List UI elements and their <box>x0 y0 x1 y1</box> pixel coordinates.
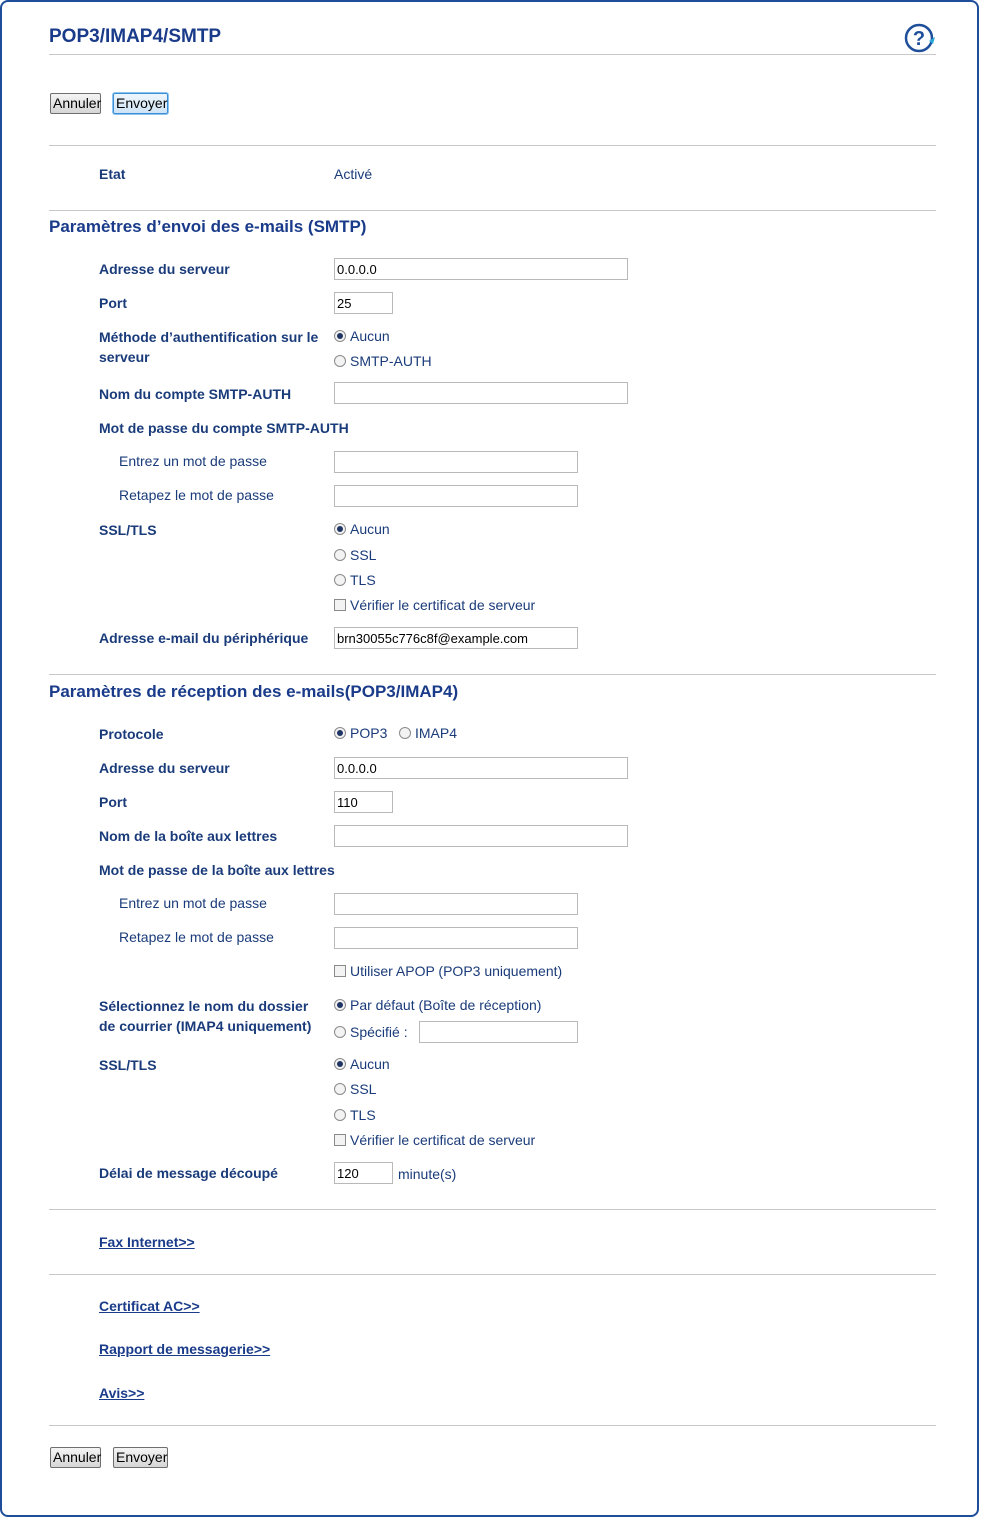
svg-text:?: ? <box>912 28 926 50</box>
device-email-input[interactable]: brn30055c776c8f@example.com <box>334 627 578 649</box>
radio-icon[interactable] <box>399 727 411 739</box>
protocol-pop3-option[interactable]: POP3 <box>334 725 387 741</box>
radio-icon[interactable] <box>334 549 346 561</box>
smtp-ssl-ssl-option[interactable]: SSL <box>334 547 376 563</box>
split-timeout-label: Délai de message découpé <box>99 1165 278 1181</box>
pop3-ssl-label: SSL/TLS <box>99 1057 157 1073</box>
folder-specified-input[interactable] <box>419 1021 578 1043</box>
smtp-ssl-none-option[interactable]: Aucun <box>334 521 390 537</box>
divider <box>49 1425 936 1426</box>
pop3-ssl-none-option[interactable]: Aucun <box>334 1056 390 1072</box>
divider <box>49 210 936 211</box>
radio-selected-icon[interactable] <box>334 727 346 739</box>
pop3-retype-password-label: Retapez le mot de passe <box>119 929 274 945</box>
pop3-retype-password-input[interactable] <box>334 927 578 949</box>
pop3-ssl-ssl-option[interactable]: SSL <box>334 1081 376 1097</box>
radio-icon[interactable] <box>334 1026 346 1038</box>
smtp-ssl-label: SSL/TLS <box>99 522 157 538</box>
radio-icon[interactable] <box>334 1083 346 1095</box>
folder-name-label: Sélectionnez le nom du dossier de courrier (IMAP4 uniquement) <box>99 998 312 1034</box>
smtp-auth-method-label: Méthode d’authentification sur le serveur <box>99 329 319 365</box>
title-divider <box>49 54 936 55</box>
smtp-port-input[interactable]: 25 <box>334 292 393 314</box>
smtp-port-label: Port <box>99 295 127 311</box>
split-timeout-unit: minute(s) <box>398 1166 457 1182</box>
split-timeout-input[interactable]: 120 <box>334 1162 393 1184</box>
smtp-ssl-tls-option[interactable]: TLS <box>334 572 376 588</box>
divider <box>49 1209 936 1210</box>
pop3-server-address-input[interactable]: 0.0.0.0 <box>334 757 628 779</box>
cancel-button-top[interactable]: Annuler <box>50 93 101 114</box>
radio-icon[interactable] <box>334 1109 346 1121</box>
radio-selected-icon[interactable] <box>334 1058 346 1070</box>
folder-specified-option[interactable]: Spécifié : <box>334 1024 408 1040</box>
cancel-button-bottom[interactable]: Annuler <box>50 1447 101 1468</box>
divider <box>49 145 936 146</box>
page-title: POP3/IMAP4/SMTP <box>49 26 222 47</box>
ca-certificate-link[interactable]: Certificat AC>> <box>99 1298 200 1314</box>
smtp-auth-none-option[interactable]: Aucun <box>334 328 390 344</box>
pop3-enter-password-input[interactable] <box>334 893 578 915</box>
radio-selected-icon[interactable] <box>334 523 346 535</box>
protocol-imap4-option[interactable]: IMAP4 <box>399 725 457 741</box>
smtp-account-name-input[interactable] <box>334 382 628 404</box>
radio-icon[interactable] <box>334 355 346 367</box>
pop3-ssl-tls-option[interactable]: TLS <box>334 1107 376 1123</box>
pop3-verify-cert-checkbox[interactable]: Vérifier le certificat de serveur <box>334 1132 535 1148</box>
divider <box>49 1274 936 1275</box>
internet-fax-link[interactable]: Fax Internet>> <box>99 1234 195 1250</box>
pop3-port-label: Port <box>99 794 127 810</box>
notification-link[interactable]: Avis>> <box>99 1385 145 1401</box>
radio-icon[interactable] <box>334 574 346 586</box>
smtp-password-group-label: Mot de passe du compte SMTP-AUTH <box>99 420 349 436</box>
submit-button-bottom[interactable]: Envoyer <box>113 1447 168 1468</box>
pop3-port-input[interactable]: 110 <box>334 791 393 813</box>
smtp-enter-password-input[interactable] <box>334 451 578 473</box>
smtp-enter-password-label: Entrez un mot de passe <box>119 453 267 469</box>
smtp-server-address-input[interactable]: 0.0.0.0 <box>334 258 628 280</box>
status-value: Activé <box>334 166 373 182</box>
smtp-account-name-label: Nom du compte SMTP-AUTH <box>99 386 292 402</box>
smtp-verify-cert-checkbox[interactable]: Vérifier le certificat de serveur <box>334 597 535 613</box>
smtp-retype-password-label: Retapez le mot de passe <box>119 487 274 503</box>
pop3-server-address-label: Adresse du serveur <box>99 760 230 776</box>
checkbox-icon[interactable] <box>334 1134 346 1146</box>
smtp-retype-password-input[interactable] <box>334 485 578 507</box>
checkbox-icon[interactable] <box>334 599 346 611</box>
mail-report-link[interactable]: Rapport de messagerie>> <box>99 1341 271 1357</box>
smtp-section-heading: Paramètres d’envoi des e-mails (SMTP) <box>49 217 367 236</box>
divider <box>49 674 936 675</box>
mailbox-name-label: Nom de la boîte aux lettres <box>99 828 278 844</box>
mailbox-name-input[interactable] <box>334 825 628 847</box>
mailbox-password-group-label: Mot de passe de la boîte aux lettres <box>99 862 335 878</box>
help-icon[interactable] <box>903 22 937 54</box>
submit-button-top[interactable]: Envoyer <box>113 93 168 114</box>
checkbox-icon[interactable] <box>334 965 346 977</box>
pop3-section-heading: Paramètres de réception des e-mails(POP3/IMAP4) <box>49 682 459 701</box>
status-label: Etat <box>99 166 126 182</box>
apop-checkbox[interactable]: Utiliser APOP (POP3 uniquement) <box>334 963 562 979</box>
radio-selected-icon[interactable] <box>334 330 346 342</box>
smtp-auth-smtpauth-option[interactable]: SMTP-AUTH <box>334 353 432 369</box>
device-email-label: Adresse e-mail du périphérique <box>99 630 309 646</box>
radio-selected-icon[interactable] <box>334 999 346 1011</box>
pop3-enter-password-label: Entrez un mot de passe <box>119 895 267 911</box>
folder-default-option[interactable]: Par défaut (Boîte de réception) <box>334 997 541 1013</box>
smtp-server-address-label: Adresse du serveur <box>99 261 230 277</box>
protocol-label: Protocole <box>99 726 164 742</box>
